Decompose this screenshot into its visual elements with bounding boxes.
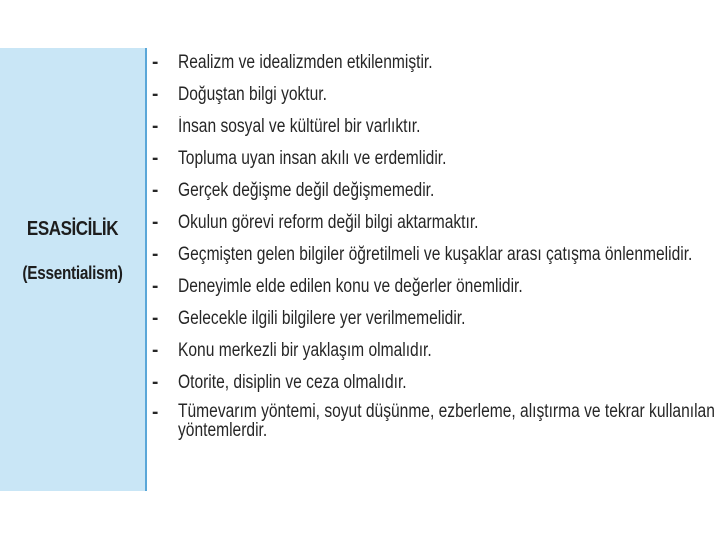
- list-item: - Otorite, disiplin ve ceza olmalıdır.: [152, 372, 407, 393]
- bullet-dash: -: [152, 276, 159, 297]
- list-item: - Doğuştan bilgi yoktur.: [152, 84, 327, 105]
- bullet-dash: -: [152, 372, 159, 393]
- characteristics-list: [147, 48, 720, 442]
- category-label: [0, 218, 145, 284]
- bullet-dash: -: [152, 116, 159, 137]
- list-item: - Gerçek değişme değil değişmemedir.: [152, 180, 435, 201]
- bullet-dash: -: [152, 180, 159, 201]
- list-item: - Geçmişten gelen bilgiler öğretilmeli ve kuşaklar arası çatışma önlenmelidir.: [152, 244, 693, 265]
- content-table: [0, 48, 720, 491]
- bullet-dash: -: [152, 212, 159, 233]
- bullet-dash: -: [152, 308, 159, 329]
- category-cell: [0, 48, 145, 491]
- category-title: ESASİCİLİK: [26, 218, 119, 240]
- list-item: - Realizm ve idealizmden etkilenmiştir.: [152, 52, 433, 73]
- bullet-dash: -: [152, 52, 159, 73]
- bullet-dash: -: [152, 148, 159, 169]
- list-item: - Deneyimle elde edilen konu ve değerler önemlidir.: [152, 276, 523, 297]
- bullet-dash: -: [152, 340, 159, 361]
- bullet-dash: -: [152, 84, 159, 105]
- bullet-dash: -: [152, 402, 159, 423]
- list-item: - Topluma uyan insan akılı ve erdemlidir.: [152, 148, 447, 169]
- list-item: - Tümevarım yöntemi, soyut düşünme, ezberleme, alıştırma ve tekrar kullanılan yöntemlerdir.: [152, 401, 715, 441]
- category-subtitle: (Essentialism): [22, 263, 123, 283]
- list-item: - Gelecekle ilgili bilgilere yer verilmemelidir.: [152, 308, 466, 329]
- bullet-dash: -: [152, 244, 159, 265]
- list-item: - İnsan sosyal ve kültürel bir varlıktır.: [152, 116, 421, 137]
- list-item: - Konu merkezli bir yaklaşım olmalıdır.: [152, 340, 432, 361]
- list-item: - Okulun görevi reform değil bilgi aktarmaktır.: [152, 212, 479, 233]
